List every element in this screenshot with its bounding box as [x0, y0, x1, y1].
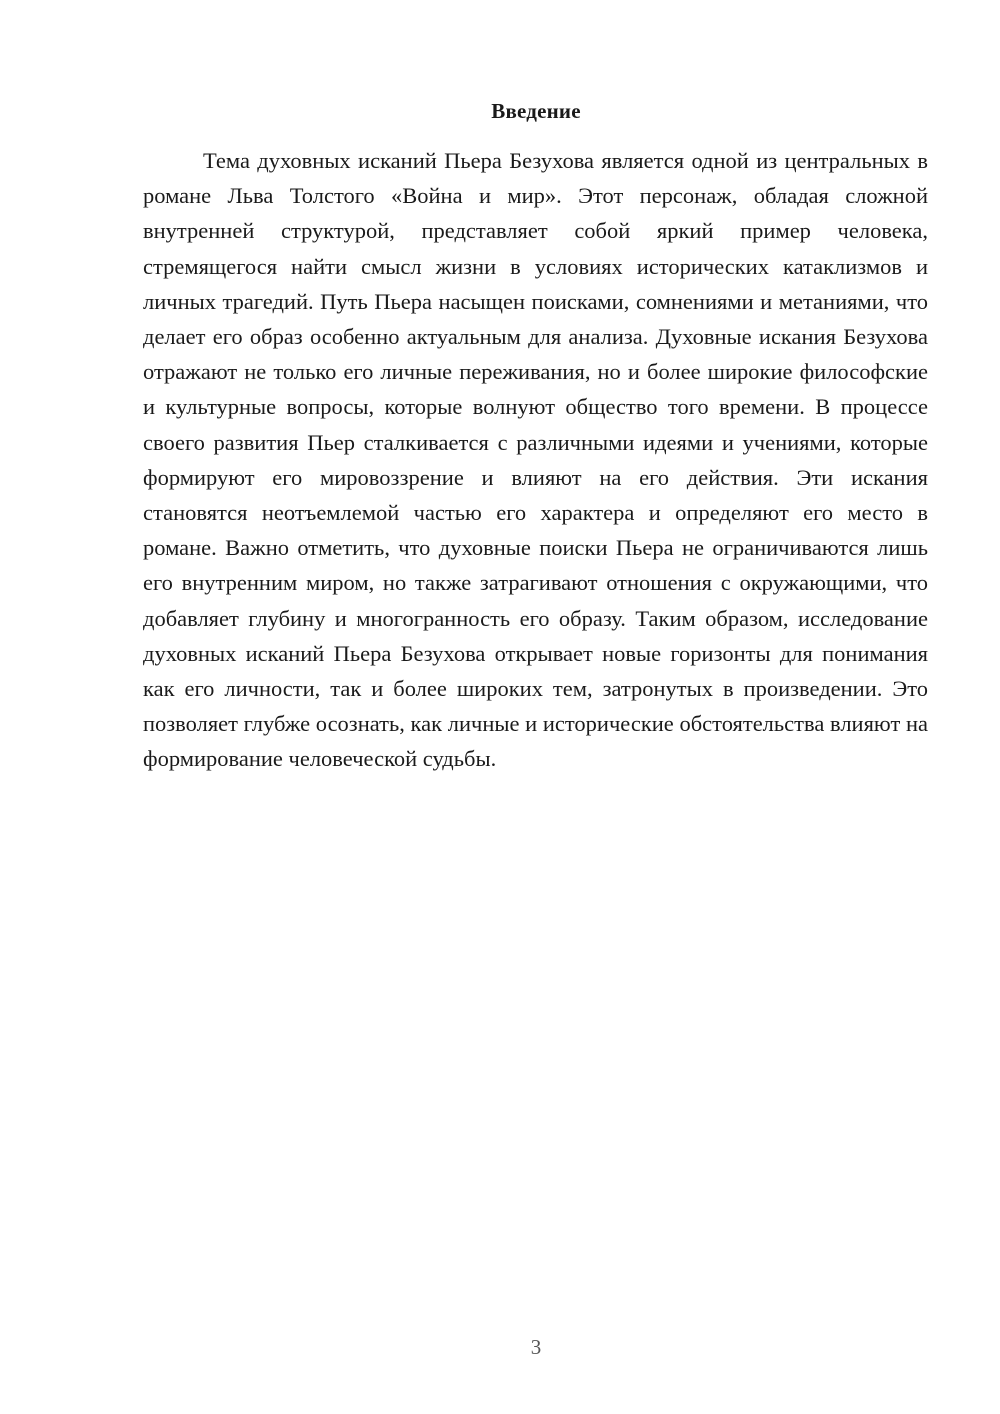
page-number: 3 [530, 1335, 542, 1359]
introduction-paragraph: Тема духовных исканий Пьера Безухова является одной из центральных в романе Льва Толстого «Война и мир». Этот персонаж, обладая сложной внутренней структурой, представляет собой яркий пример человека, стремящегося найти смысл жизни в условиях исторических катаклизмов и личных трагедий. Путь Пьера насыщен поисками, сомнениями и метаниями, что делает его образ особенно актуальным для анализа. Духовные искания Безухова отражают не только его личные переживания, но и более широкие философские и культурные вопросы, которые волнуют общество того времени. В процессе своего развития Пьер сталкивается с различными идеями и учениями, которые формируют его мировоззрение и влияют на его действия. Эти искания становятся неотъемлемой частью его характера и определяют его место в романе. Важно отметить, что духовные поиски Пьера не ограничиваются лишь его внутренним миром, но также затрагивают отношения с окружающими, что добавляет глубину и многогранность его образу. Таким образом, исследование духовных исканий Пьера Безухова открывает новые горизонты для понимания как его личности, так и более широких тем, затронутых в произведении. Это позволяет глубже осознать, как личные и исторические обстоятельства влияют на формирование человеческой судьбы. [143, 148, 928, 772]
section-heading: Введение [491, 99, 581, 123]
